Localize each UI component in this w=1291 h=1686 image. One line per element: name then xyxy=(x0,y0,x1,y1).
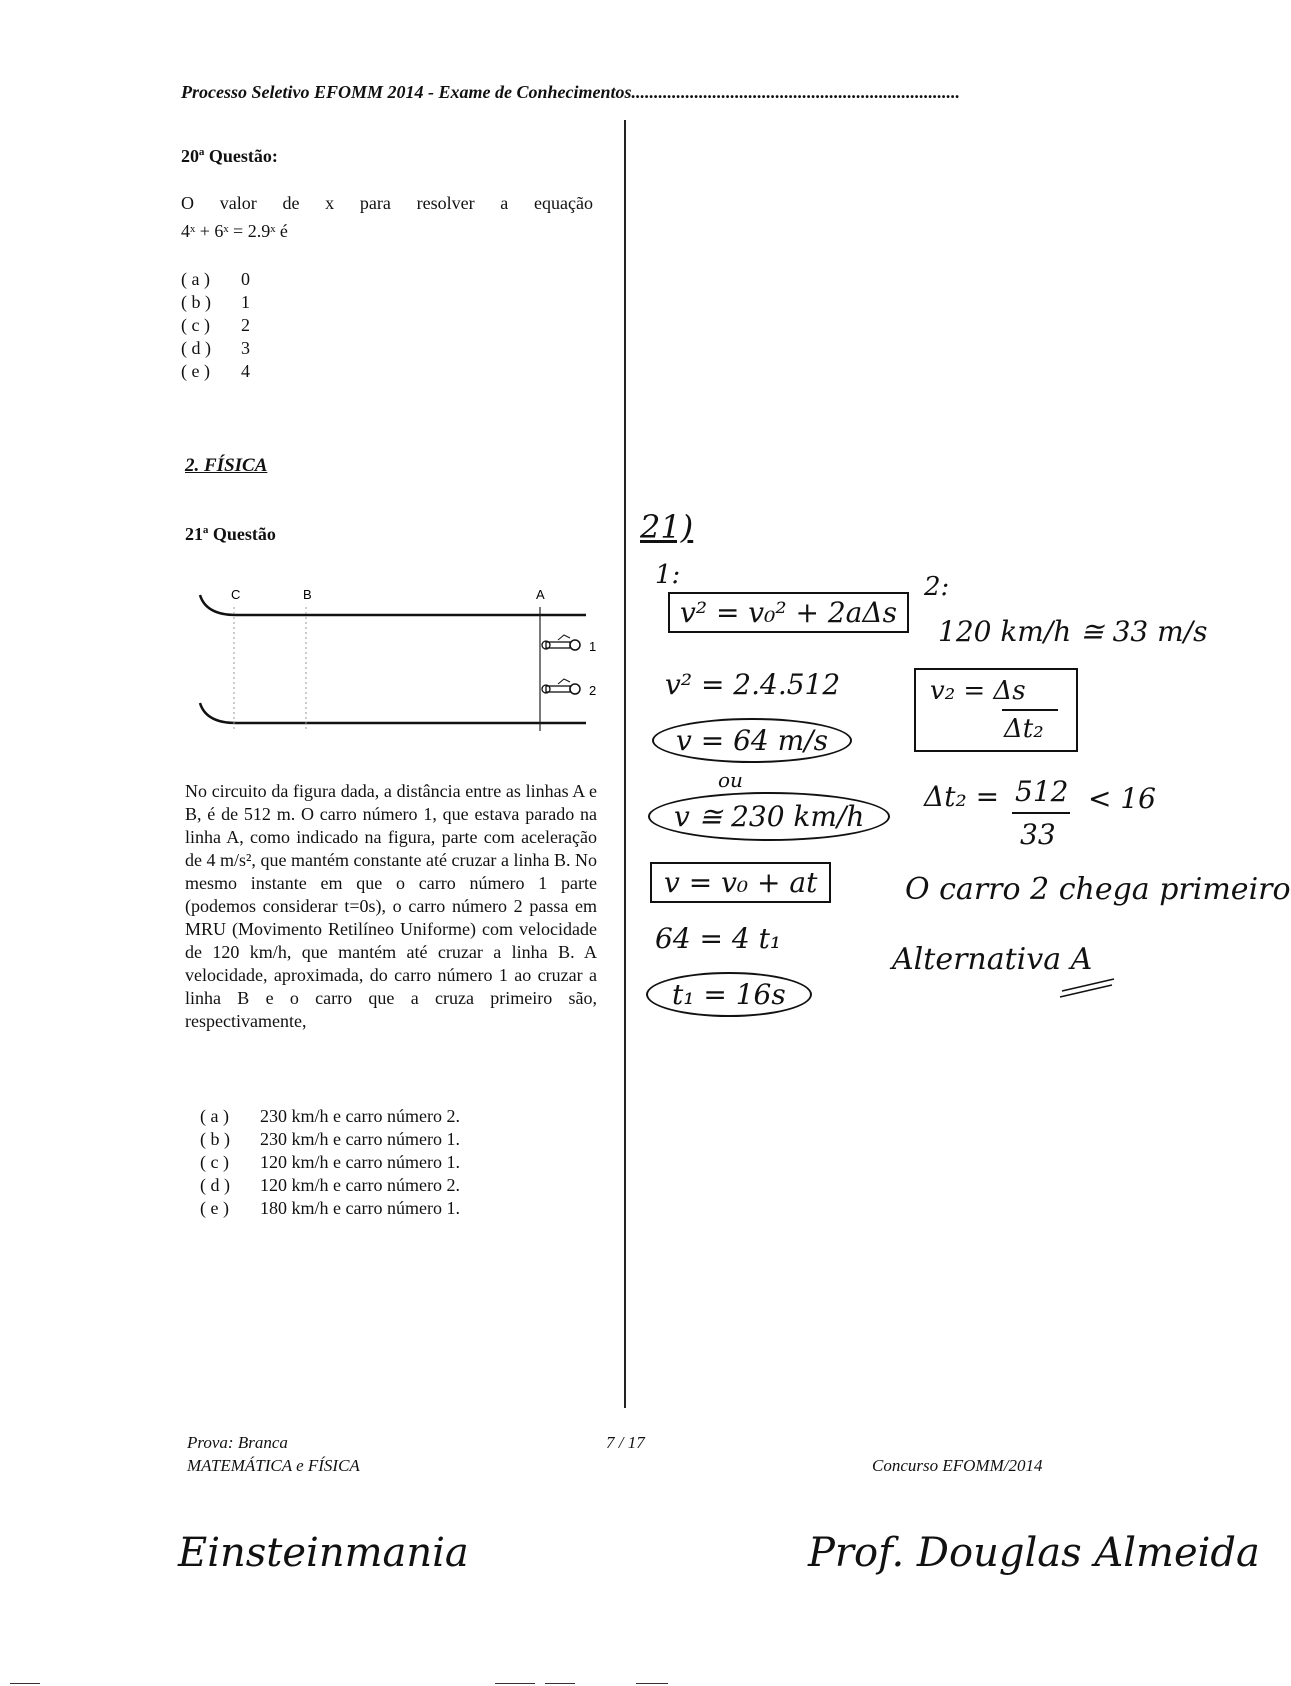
option-text: 3 xyxy=(241,338,250,358)
option-letter: ( a ) xyxy=(181,269,210,289)
eq-velocity-ms: v = 64 m/s xyxy=(652,718,852,763)
eq-time-substitution: 64 = 4 t₁ xyxy=(655,922,782,955)
option-letter: ( d ) xyxy=(200,1175,230,1195)
footer-page-number: 7 / 17 xyxy=(606,1433,645,1452)
eq-substitution: v² = 2.4.512 xyxy=(665,668,841,701)
eq-time-2-fraction-bar xyxy=(1012,812,1070,814)
page-header: Processo Seletivo EFOMM 2014 - Exame de Conhecimentos......................................................................... xyxy=(181,82,960,102)
option-text: 120 km/h e carro número 2. xyxy=(260,1175,460,1195)
notes-part1-label: 1: xyxy=(655,560,681,590)
option-row[interactable] xyxy=(185,1174,460,1197)
option-letter: ( e ) xyxy=(200,1198,229,1218)
track-bottom xyxy=(200,703,586,723)
eq-mru-numerator: v₂ = Δs xyxy=(930,676,1026,706)
scan-mark xyxy=(495,1683,535,1684)
eq-time-2-comparison: < 16 xyxy=(1088,782,1156,815)
option-row[interactable] xyxy=(185,1197,460,1220)
option-text: 180 km/h e carro número 1. xyxy=(260,1198,460,1218)
question-21-title: 21ª Questão xyxy=(185,524,276,544)
eq-torricelli: v² = v₀² + 2aΔs xyxy=(680,596,897,629)
question-20-options xyxy=(181,268,250,383)
option-letter: ( a ) xyxy=(200,1106,229,1126)
signature-left: Einsteinmania xyxy=(178,1530,469,1576)
option-row[interactable] xyxy=(181,291,250,314)
eq-time-2-lhs: Δt₂ = xyxy=(924,780,1000,813)
option-row[interactable] xyxy=(181,268,250,291)
option-letter: ( c ) xyxy=(181,315,210,335)
label-c: C xyxy=(231,587,241,602)
notes-conclusion: O carro 2 chega primeiro xyxy=(905,872,1291,907)
footer-contest: Concurso EFOMM/2014 xyxy=(872,1456,1043,1475)
section-title: 2. FÍSICA xyxy=(185,455,268,476)
option-text: 2 xyxy=(241,315,250,335)
option-row[interactable] xyxy=(181,337,250,360)
eq-time-result: t₁ = 16s xyxy=(646,972,812,1017)
option-row[interactable] xyxy=(185,1128,460,1151)
notes-heading: 21) xyxy=(640,508,694,546)
option-text: 120 km/h e carro número 1. xyxy=(260,1152,460,1172)
option-text: 230 km/h e carro número 1. xyxy=(260,1129,460,1149)
signature-right: Prof. Douglas Almeida xyxy=(808,1530,1260,1576)
car-2-label: 2 xyxy=(589,683,597,698)
question-20-title: 20ª Questão: xyxy=(181,146,278,166)
option-row[interactable] xyxy=(185,1105,460,1128)
eq-time-2-denominator: 33 xyxy=(1020,818,1056,851)
question-21-options xyxy=(185,1105,460,1220)
scan-mark xyxy=(545,1683,575,1684)
question-20-statement: O valor de x para resolver a equação xyxy=(181,193,593,213)
car-2-icon xyxy=(542,679,580,694)
scan-mark xyxy=(636,1683,668,1684)
option-letter: ( b ) xyxy=(181,292,211,312)
question-20-equation: 4ˣ + 6ˣ = 2.9ˣ é xyxy=(181,221,288,241)
option-letter: ( c ) xyxy=(200,1152,229,1172)
eq-or-mark: ou xyxy=(718,768,743,792)
notes-answer: Alternativa A xyxy=(892,942,1093,977)
option-text: 230 km/h e carro número 2. xyxy=(260,1106,460,1126)
label-a: A xyxy=(536,587,545,602)
eq-velocity-time-box xyxy=(650,862,831,903)
footer-exam: Prova: Branca xyxy=(187,1433,288,1452)
option-text: 1 xyxy=(241,292,250,312)
footer-subject: MATEMÁTICA e FÍSICA xyxy=(187,1456,360,1475)
eq-velocity-kmh: v ≅ 230 km/h xyxy=(648,792,890,841)
option-row[interactable] xyxy=(181,360,250,383)
option-letter: ( d ) xyxy=(181,338,211,358)
eq-mru-box xyxy=(914,668,1078,752)
option-text: 4 xyxy=(241,361,250,381)
eq-mru-denominator: Δt₂ xyxy=(1004,714,1044,744)
car-1-icon xyxy=(542,635,580,650)
option-letter: ( e ) xyxy=(181,361,210,381)
option-row[interactable] xyxy=(181,314,250,337)
label-b: B xyxy=(303,587,312,602)
track-top xyxy=(200,595,586,615)
circuit-figure xyxy=(196,585,616,735)
option-letter: ( b ) xyxy=(200,1129,230,1149)
question-21-statement: No circuito da figura dada, a distância entre as linhas A e B, é de 512 m. O carro número 1, que estava parado na linha A, como indicado na figura, parte com aceleração de 4 m/s², que mantém constante até cruzar a linha B. No mesmo instante em que o carro número 1 parte (podemos considerar t=0s), o carro número 2 passa em MRU (Movimento Retilíneo Uniforme) com velocidade de 120 km/h, que mantém até cruzar a linha B. A velocidade, aproximada, do carro número 1 ao cruzar a linha B e o carro que a cruza primeiro são, respectivamente, xyxy=(185,781,597,1031)
eq-torricelli-box xyxy=(668,592,909,633)
eq-velocity-time: v = v₀ + at xyxy=(664,866,818,899)
eq-time-2-numerator: 512 xyxy=(1015,775,1069,808)
notes-part2-label: 2: xyxy=(924,572,950,602)
answer-underline-icon xyxy=(1058,975,1118,999)
car-1-label: 1 xyxy=(589,639,597,654)
option-row[interactable] xyxy=(185,1151,460,1174)
scan-mark xyxy=(10,1683,40,1684)
option-text: 0 xyxy=(241,269,250,289)
eq-speed-conversion: 120 km/h ≅ 33 m/s xyxy=(938,615,1208,648)
column-divider xyxy=(624,120,626,1408)
eq-mru-fraction-bar xyxy=(1002,709,1058,711)
